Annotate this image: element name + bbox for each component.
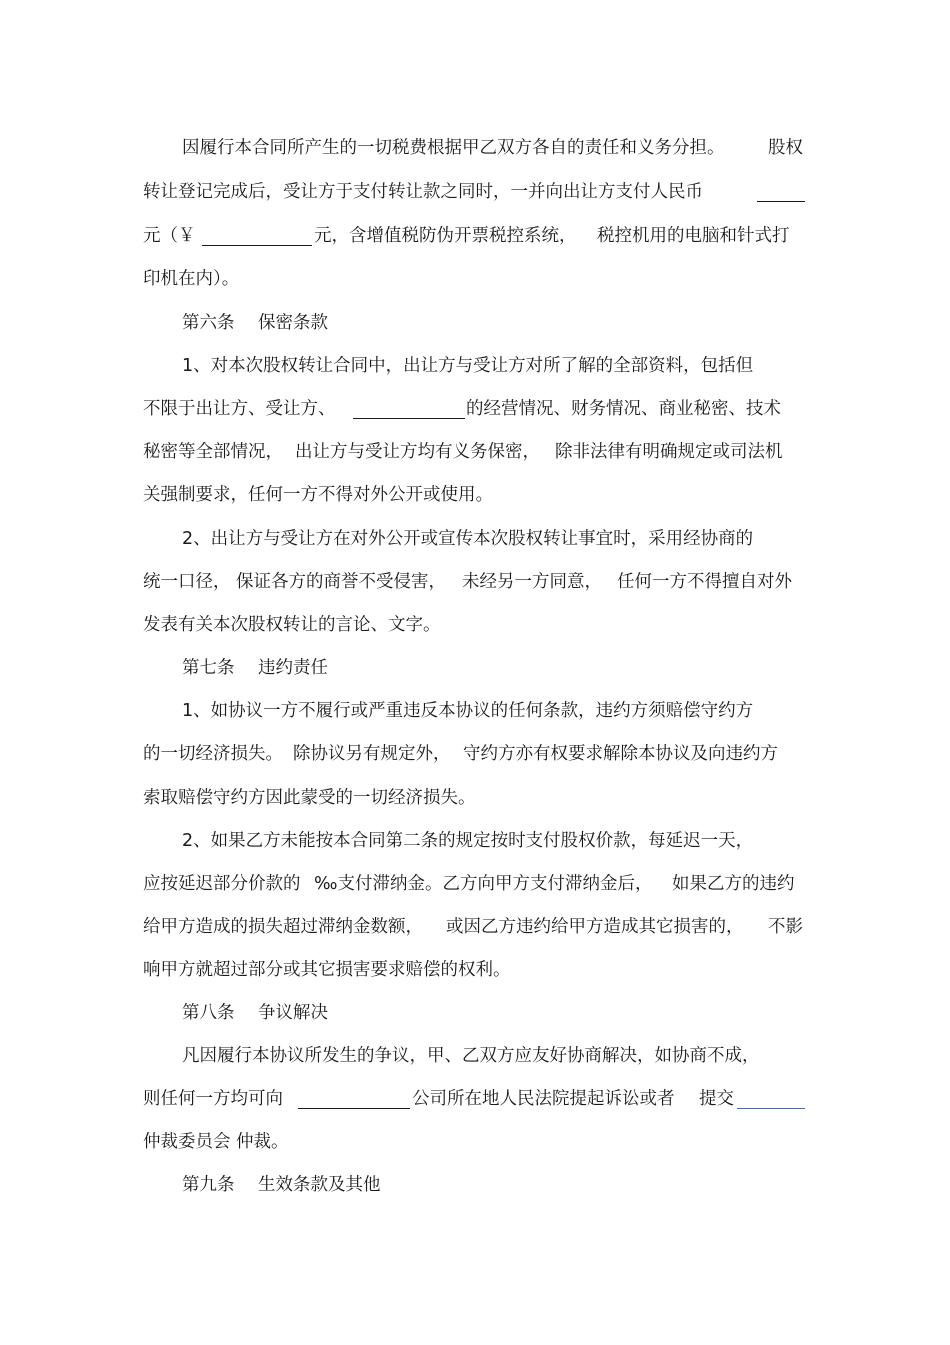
text-line: 提交 bbox=[699, 1089, 734, 1109]
text-line: 2、出让方与受让方在对外公开或宣传本次股权转让事宜时，采用经协商的 bbox=[182, 529, 754, 549]
text-line: 1、对本次股权转让合同中，出让方与受让方对所了解的全部资料，包括但 bbox=[182, 356, 754, 376]
text-line: 公司所在地人民法院提起诉讼或者 bbox=[412, 1089, 675, 1109]
text-line: 的一切经济损失。 bbox=[143, 744, 283, 764]
text-line: 保证各方的商誉不受侵害， bbox=[236, 572, 446, 592]
text-line: 转让登记完成后，受让方于支付转让款之同时，一并向出让方支付人民币 bbox=[143, 182, 703, 202]
text-line: 元（￥ bbox=[143, 226, 196, 246]
text-line: 除非法律有明确规定或司法机 bbox=[555, 442, 783, 462]
blank-field bbox=[737, 1090, 805, 1109]
text-line: 给甲方造成的损失超过滞纳金数额， bbox=[143, 917, 423, 937]
text-line: 1、如协议一方不履行或严重违反本协议的任何条款，违约方须赔偿守约方 bbox=[182, 701, 754, 721]
text-line: 统一口径， bbox=[143, 572, 231, 592]
article-heading: 第六条 bbox=[182, 313, 235, 333]
text-line: 未经另一方同意， bbox=[462, 572, 602, 592]
text-line: 印机在内）。 bbox=[143, 269, 240, 289]
text-line: 除协议另有规定外， bbox=[293, 744, 451, 764]
text-line: 任何一方不得擅自对外 bbox=[617, 572, 792, 592]
article-title: 生效条款及其他 bbox=[258, 1175, 381, 1195]
text-line: 不限于出让方、受让方、 bbox=[143, 399, 336, 419]
article-title: 争议解决 bbox=[258, 1003, 328, 1023]
text-line: 因履行本合同所产生的一切税费根据甲乙双方各自的责任和义务分担。 bbox=[182, 138, 725, 158]
article-heading: 第九条 bbox=[182, 1175, 235, 1195]
text-line: 则任何一方均可向 bbox=[143, 1089, 283, 1109]
blank-field bbox=[353, 400, 465, 419]
blank-field bbox=[757, 183, 805, 202]
text-line: 元，含增值税防伪开票税控系统， bbox=[314, 226, 577, 246]
article-title: 违约责任 bbox=[258, 658, 328, 678]
text-line: 税控机用的电脑和针式打 bbox=[597, 226, 790, 246]
text-line: 或因乙方违约给甲方造成其它损害的， bbox=[446, 917, 744, 937]
text-line: 凡因履行本协议所发生的争议，甲、乙双方应友好协商解决，如协商不成， bbox=[182, 1046, 760, 1066]
text-line: 如果乙方的违约 bbox=[672, 874, 795, 894]
text-line: 出让方与受让方均有义务保密， bbox=[295, 442, 540, 462]
text-line: 守约方亦有权要求解除本协议及向违约方 bbox=[463, 744, 778, 764]
text-line: 不影 bbox=[768, 917, 803, 937]
article-heading: 第八条 bbox=[182, 1003, 235, 1023]
text-line: 索取赔偿守约方因此蒙受的一切经济损失。 bbox=[143, 788, 476, 808]
article-title: 保密条款 bbox=[258, 313, 328, 333]
text-line: 应按延迟部分价款的 bbox=[143, 874, 301, 894]
blank-field bbox=[298, 1090, 410, 1109]
text-line: 秘密等全部情况， bbox=[143, 442, 283, 462]
text-line: 响甲方就超过部分或其它损害要求赔偿的权利。 bbox=[143, 960, 511, 980]
text-line: 股权 bbox=[768, 138, 803, 158]
text-line: 2、如果乙方未能按本合同第二条的规定按时支付股权价款，每延迟一天， bbox=[182, 831, 754, 851]
text-line: 的经营情况、财务情况、商业秘密、技术 bbox=[466, 399, 781, 419]
text-line: ‰支付滞纳金。乙方向甲方支付滞纳金后， bbox=[314, 874, 653, 894]
text-line: 关强制要求，任何一方不得对外公开或使用。 bbox=[143, 485, 493, 505]
article-heading: 第七条 bbox=[182, 658, 235, 678]
blank-field bbox=[202, 227, 312, 246]
text-line: 仲裁委员会 仲裁。 bbox=[143, 1132, 289, 1152]
text-line: 发表有关本次股权转让的言论、文字。 bbox=[143, 615, 441, 635]
